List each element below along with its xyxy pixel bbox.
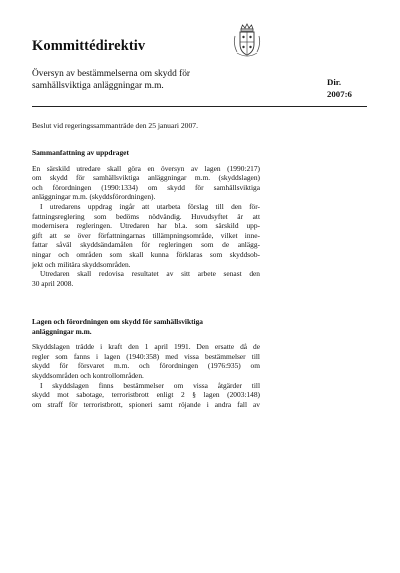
heading-line: anläggningar m.m. <box>32 326 92 336</box>
subject-line: Översyn av bestämmelserna om skydd för <box>32 69 191 79</box>
paragraph <box>32 202 260 269</box>
text-line: om straff för terroristbrott, spioneri samt röjande i andra fall av <box>32 399 260 409</box>
paragraph <box>32 381 260 410</box>
text-line: I skyddslagen finns bestämmelser om vissa åtgärder till <box>40 380 260 390</box>
text-line: skydd för försvaret m.m. och förordningen (1976:935) om <box>32 361 260 371</box>
text-line: gift att se över författningarnas tillämpningsområde, vilket inne- <box>32 230 260 240</box>
text-line: 30 april 2008. <box>32 278 74 288</box>
text-line: fattningsreglering som bedöms nödvändig. Huvudsyftet är att <box>32 211 260 221</box>
section-heading: Sammanfattning av uppdraget <box>32 148 129 157</box>
paragraph <box>32 164 260 202</box>
paragraph <box>32 342 260 380</box>
directive-number: 2007:6 <box>327 89 352 99</box>
text-line: skydd mot sabotage, terroristbrott enligt 2 § lagen (2003:148) <box>32 390 260 400</box>
paragraph <box>32 269 260 288</box>
decision-date: Beslut vid regeringssammanträde den 25 januari 2007. <box>32 121 198 130</box>
law-section <box>32 317 260 409</box>
text-line: modernisera regleringen. Utredaren har bl.a. som särskild upp- <box>32 221 260 231</box>
text-line: Utredaren skall redovisa resultatet av sitt arbete senast den <box>40 269 260 279</box>
summary-section <box>32 148 260 288</box>
text-line: fattar såväl skyddsändamålen för regleringen som de anlägg- <box>32 240 260 250</box>
text-line: ningar och områden som skall kunna förklaras som skyddsob- <box>32 249 260 259</box>
text-line: En särskild utredare skall göra en översyn av lagen (1990:217) <box>32 163 260 173</box>
text-line: anläggningar m.m. (skyddsförordningen). <box>32 192 156 202</box>
text-line: skyddsområden och kontrollområden. <box>32 370 144 380</box>
text-line: regler som fanns i lagen (1940:358) med vissa bestämmelser till <box>32 351 260 361</box>
subject-line: samhällsviktiga anläggningar m.m. <box>32 81 164 91</box>
text-line: och förordningen (1990:1334) om skydd för samhällsviktiga <box>32 182 260 192</box>
directive-number-block <box>327 76 352 100</box>
section-heading <box>32 317 260 336</box>
text-line: Skyddslagen trädde i kraft den 1 april 1991. Den ersatte då de <box>32 342 260 352</box>
header-divider <box>32 106 367 107</box>
text-line: I utredarens uppdrag ingår att utarbeta förslag till den för- <box>40 201 260 211</box>
document-title: Kommittédirektiv <box>32 38 146 54</box>
text-line: om skydd för samhällsviktiga anläggningar m.m. (skyddslagen) <box>32 173 260 183</box>
coat-of-arms-icon <box>232 22 262 60</box>
heading-line: Lagen och förordningen om skydd för samhällsviktiga <box>32 317 203 326</box>
text-line: jekt och militära skyddsområden. <box>32 259 131 269</box>
directive-label: Dir. <box>327 77 342 87</box>
document-subject <box>32 68 232 92</box>
